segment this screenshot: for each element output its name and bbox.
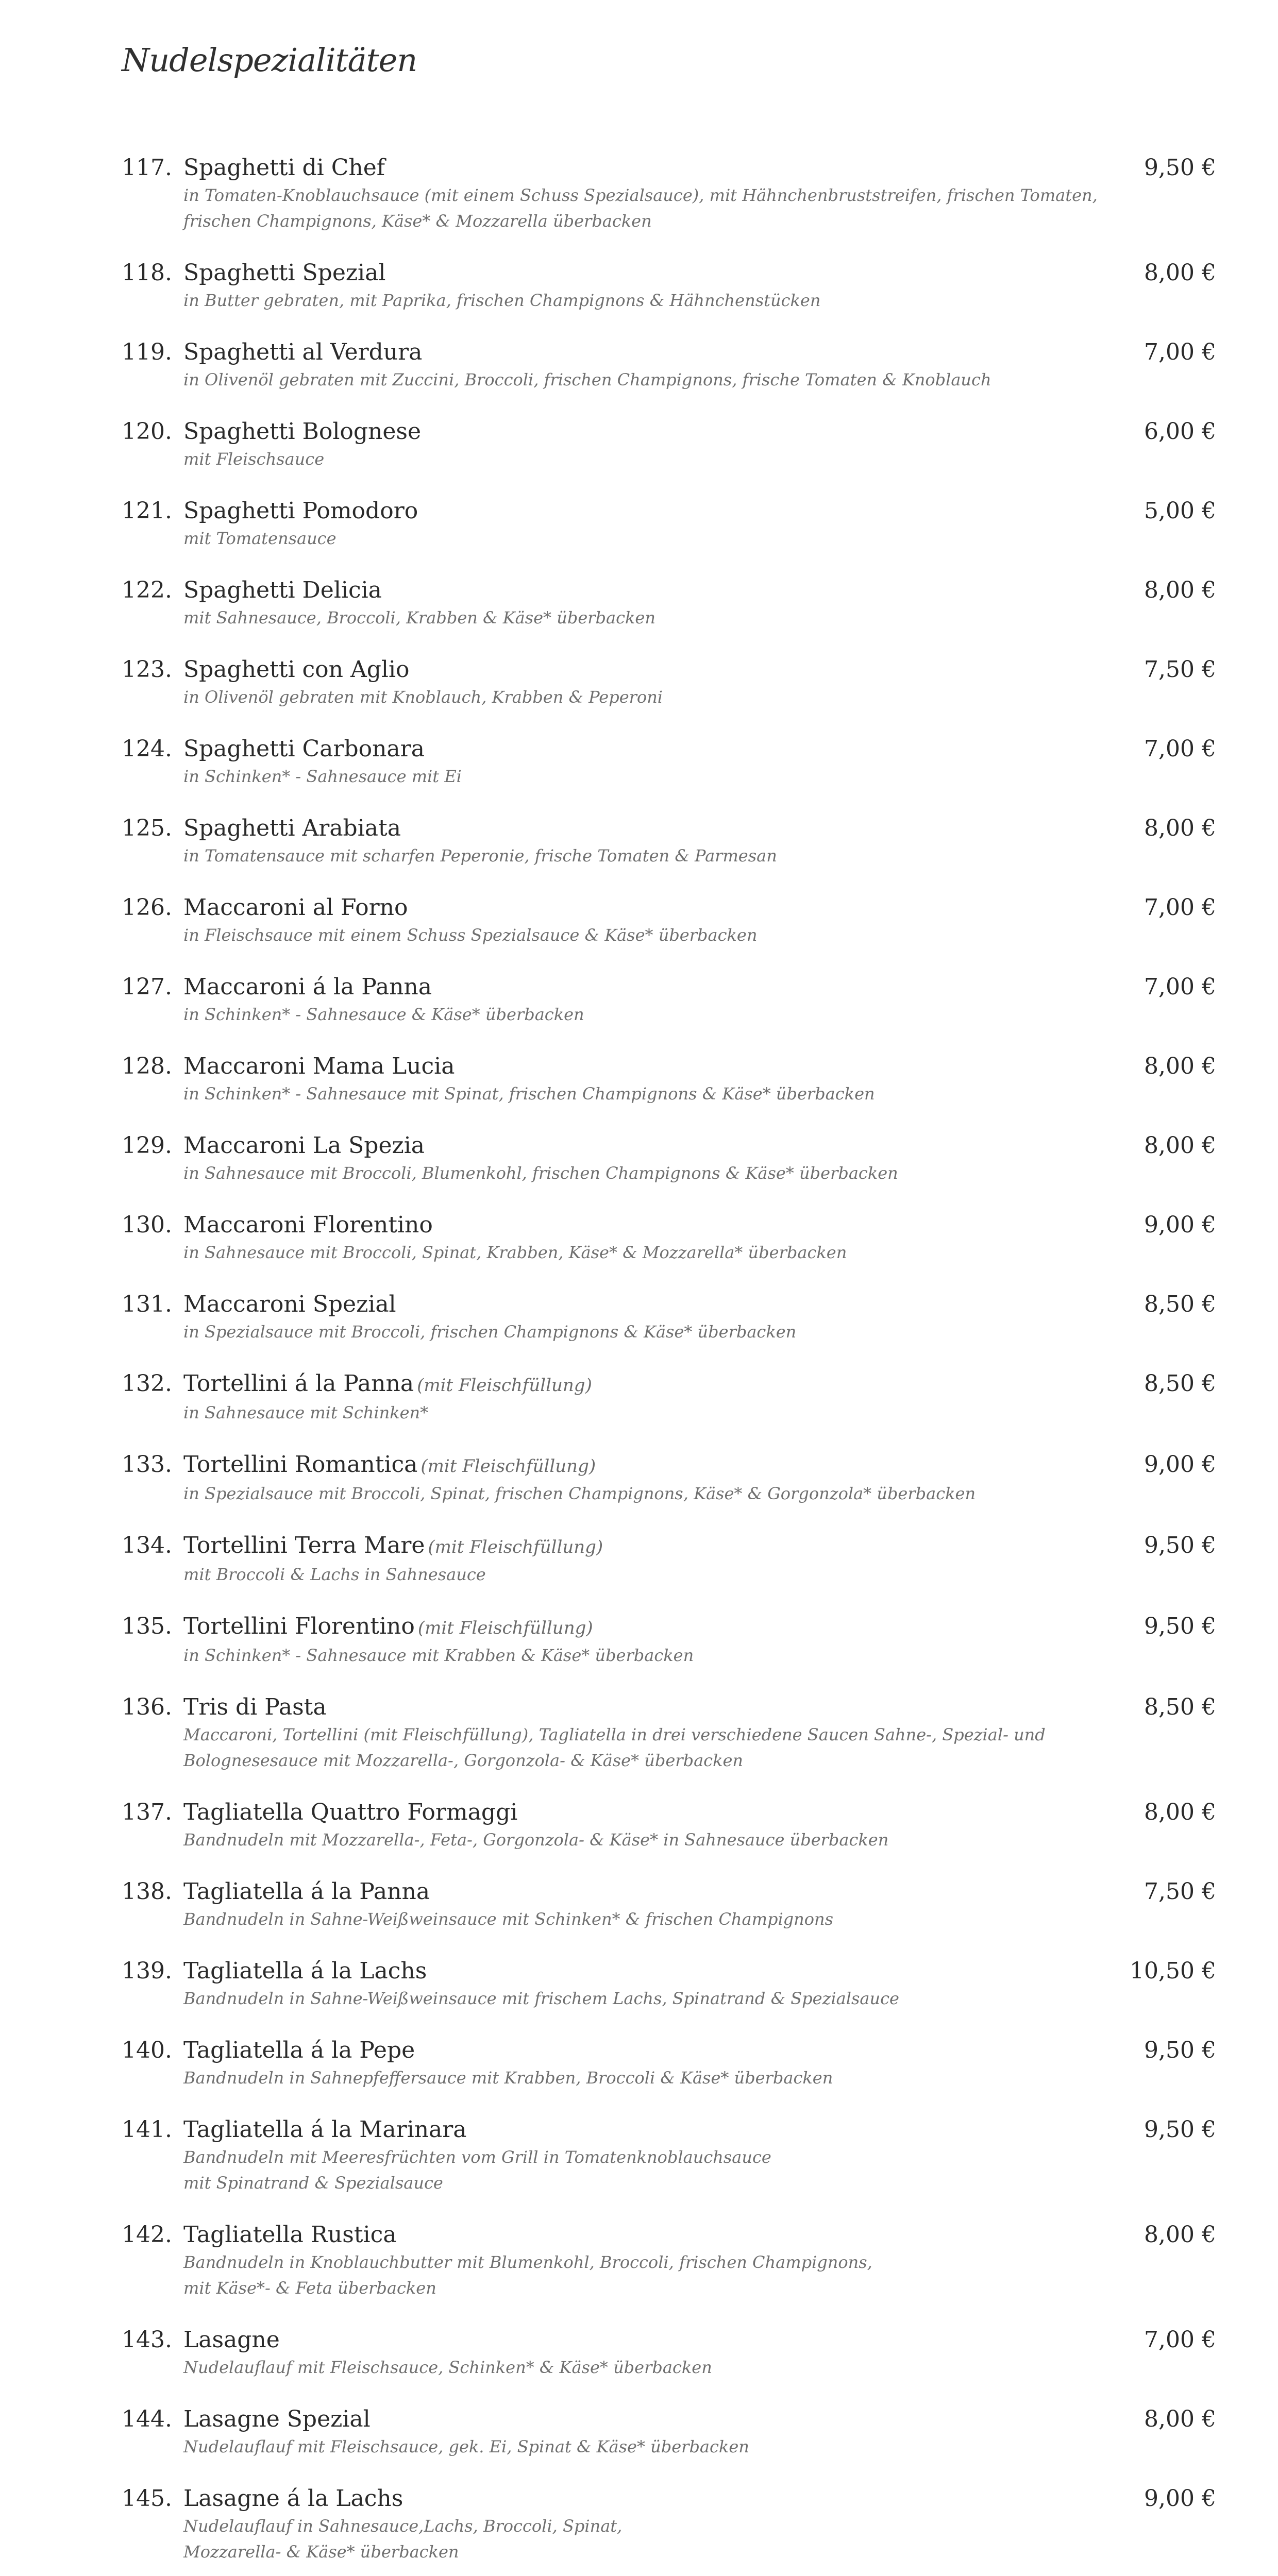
item-description-line: in Olivenöl gebraten mit Zuccini, Broccoli, frischen Champignons, frische Tomaten & Knoblauch	[183, 370, 991, 389]
menu-item	[122, 1612, 1216, 1668]
item-description	[183, 2434, 1060, 2460]
item-name: Maccaroni Spezial	[183, 1291, 396, 1317]
menu-item	[122, 2115, 1216, 2196]
menu-item	[122, 2326, 1216, 2380]
menu-item	[122, 338, 1216, 393]
item-description-line: in Tomatensauce mit scharfen Peperonie, frische Tomaten & Parmesan	[183, 846, 777, 866]
item-name-line	[183, 655, 1216, 684]
item-name: Spaghetti Delicia	[183, 577, 382, 603]
item-name-line	[183, 1612, 1216, 1642]
item-price: 8,00 €	[1144, 815, 1216, 841]
item-number: 130.	[122, 1212, 172, 1238]
item-number: 123.	[122, 656, 172, 683]
menu-list	[122, 154, 1216, 2576]
item-name: Tortellini á la Panna	[183, 1370, 414, 1397]
item-name-line	[183, 1290, 1216, 1319]
menu-item	[122, 2036, 1216, 2091]
item-name: Tagliatella á la Marinara	[183, 2116, 467, 2143]
item-name-line	[183, 417, 1216, 446]
item-description-line: Maccaroni, Tortellini (mit Fleischfüllung), Tagliatella in drei verschiedene Saucen Sahne-, Spezial- und	[183, 1725, 1046, 1744]
item-name: Spaghetti Carbonara	[183, 736, 425, 762]
menu-item	[122, 2221, 1216, 2301]
item-name-line	[183, 2115, 1216, 2144]
item-name: Tortellini Romantica	[183, 1451, 418, 1478]
item-number: 131.	[122, 1291, 172, 1317]
item-name-line	[183, 1798, 1216, 1827]
item-number: 143.	[122, 2327, 172, 2353]
item-number: 127.	[122, 974, 172, 1000]
item-name: Tris di Pasta	[183, 1694, 327, 1720]
item-description-line: Nudelauflauf in Sahnesauce,Lachs, Broccoli, Spinat,	[183, 2516, 623, 2536]
item-note: (mit Fleischfüllung)	[417, 1618, 593, 1638]
item-description	[183, 367, 1060, 393]
item-number: 138.	[122, 1878, 172, 1905]
item-price: 10,50 €	[1130, 1958, 1216, 1984]
item-name: Spaghetti al Verdura	[183, 339, 423, 365]
item-name-line	[183, 1052, 1216, 1081]
item-number: 125.	[122, 815, 172, 841]
item-name-line	[183, 814, 1216, 843]
item-price: 9,00 €	[1144, 1212, 1216, 1238]
item-name: Tagliatella á la Lachs	[183, 1958, 427, 1984]
item-name: Tagliatella Rustica	[183, 2222, 397, 2248]
item-number: 139.	[122, 1958, 172, 1984]
item-description-line: in Spezialsauce mit Broccoli, Spinat, frischen Champignons, Käse* & Gorgonzola* überbacken	[183, 1484, 976, 1503]
menu-item	[122, 1957, 1216, 2011]
item-description-line: in Butter gebraten, mit Paprika, frischen Champignons & Hähnchenstücken	[183, 291, 821, 310]
item-description	[183, 1986, 1060, 2011]
item-number: 144.	[122, 2406, 172, 2432]
menu-item	[122, 1369, 1216, 1426]
item-name: Spaghetti Bolognese	[183, 418, 422, 445]
item-description-line: Bandnudeln in Sahne-Weißweinsauce mit frischem Lachs, Spinatrand & Spezialsauce	[183, 1989, 899, 2008]
item-description-line: Bandnudeln mit Meeresfrüchten vom Grill in Tomatenknoblauchsauce	[183, 2147, 771, 2167]
menu-item	[122, 1211, 1216, 1265]
item-price: 7,00 €	[1144, 339, 1216, 365]
item-description-line: in Fleischsauce mit einem Schuss Spezialsauce & Käse* überbacken	[183, 925, 758, 945]
item-description	[183, 1722, 1060, 1773]
item-price: 9,50 €	[1144, 1532, 1216, 1558]
item-number: 128.	[122, 1053, 172, 1079]
menu-item	[122, 2484, 1216, 2565]
item-note: (mit Fleischfüllung)	[421, 1456, 596, 1477]
item-description-line: in Sahnesauce mit Broccoli, Blumenkohl, frischen Champignons & Käse* überbacken	[183, 1163, 898, 1183]
item-name: Tagliatella á la Pepe	[183, 2037, 415, 2063]
menu-item	[122, 1450, 1216, 1506]
item-number: 135.	[122, 1613, 172, 1639]
item-description-line: in Olivenöl gebraten mit Knoblauch, Krabben & Peperoni	[183, 687, 663, 707]
item-price: 8,50 €	[1144, 1694, 1216, 1720]
item-number: 141.	[122, 2116, 172, 2143]
item-name-line	[183, 1211, 1216, 1240]
item-name-line	[183, 973, 1216, 1002]
item-number: 137.	[122, 1799, 172, 1825]
item-description	[183, 182, 1098, 234]
item-description-line: Mozzarella- & Käse* überbacken	[183, 2542, 459, 2562]
item-name-line	[183, 1131, 1216, 1160]
item-description-line: mit Spinatrand & Spezialsauce	[183, 2173, 443, 2193]
item-number: 136.	[122, 1694, 172, 1720]
item-description-line: Bolognesesauce mit Mozzarella-, Gorgonzola- & Käse* überbacken	[183, 1751, 744, 1770]
item-description	[183, 2513, 1060, 2565]
item-price: 6,00 €	[1144, 418, 1216, 445]
item-description	[183, 684, 1060, 710]
item-number: 120.	[122, 418, 172, 445]
menu-item	[122, 973, 1216, 1027]
item-description	[183, 1002, 1060, 1027]
item-price: 8,00 €	[1144, 1132, 1216, 1159]
menu-item	[122, 1131, 1216, 1186]
item-description	[183, 526, 1060, 551]
item-description	[183, 1081, 1060, 1107]
item-description	[183, 1481, 1060, 1506]
item-name: Lasagne á la Lachs	[183, 2485, 403, 2512]
item-description-line: in Schinken* - Sahnesauce & Käse* überbacken	[183, 1005, 584, 1024]
item-description	[183, 1160, 1060, 1186]
item-price: 7,00 €	[1144, 736, 1216, 762]
item-price: 8,00 €	[1144, 2222, 1216, 2248]
item-price: 8,00 €	[1144, 1799, 1216, 1825]
item-name-line	[183, 1693, 1216, 1722]
item-description	[183, 1827, 1060, 1853]
item-name-line	[183, 154, 1216, 182]
item-description-line: Nudelauflauf mit Fleischsauce, gek. Ei, Spinat & Käse* überbacken	[183, 2437, 749, 2456]
item-price: 7,00 €	[1144, 894, 1216, 921]
menu-item	[122, 259, 1216, 313]
menu-item	[122, 1693, 1216, 1773]
menu-item	[122, 1877, 1216, 1932]
menu-item	[122, 893, 1216, 948]
item-name-line	[183, 1957, 1216, 1986]
item-description-line: frischen Champignons, Käse* & Mozzarella überbacken	[183, 211, 652, 231]
item-name: Spaghetti con Aglio	[183, 656, 410, 683]
item-name: Spaghetti di Chef	[183, 155, 385, 181]
item-price: 9,50 €	[1144, 1613, 1216, 1639]
section-title: Nudelspezialitäten	[122, 41, 417, 79]
menu-item	[122, 417, 1216, 472]
item-price: 8,50 €	[1144, 1291, 1216, 1317]
item-description-line: in Spezialsauce mit Broccoli, frischen Champignons & Käse* überbacken	[183, 1322, 797, 1342]
item-description	[183, 446, 1060, 472]
item-description-line: Bandnudeln mit Mozzarella-, Feta-, Gorgonzola- & Käse* in Sahnesauce überbacken	[183, 1830, 889, 1850]
menu-item	[122, 1290, 1216, 1345]
item-description	[183, 1642, 1060, 1668]
item-description	[183, 764, 1060, 789]
item-name-line	[183, 2036, 1216, 2065]
item-description-line: Bandnudeln in Sahnepfeffersauce mit Krabben, Broccoli & Käse* überbacken	[183, 2068, 833, 2088]
item-description	[183, 1319, 1060, 1345]
item-number: 129.	[122, 1132, 172, 1159]
menu-item	[122, 1531, 1216, 1587]
item-description-line: mit Fleischsauce	[183, 449, 325, 469]
item-description-line: in Sahnesauce mit Schinken*	[183, 1403, 429, 1422]
menu-item	[122, 497, 1216, 551]
item-name: Lasagne Spezial	[183, 2406, 371, 2432]
item-name: Maccaroni al Forno	[183, 894, 408, 921]
item-name: Spaghetti Spezial	[183, 260, 386, 286]
item-price: 7,50 €	[1144, 1878, 1216, 1905]
item-name-line	[183, 2221, 1216, 2249]
item-price: 9,50 €	[1144, 2116, 1216, 2143]
item-description-line: Bandnudeln in Sahne-Weißweinsauce mit Schinken* & frischen Champignons	[183, 1909, 834, 1929]
item-name: Maccaroni Mama Lucia	[183, 1053, 455, 1079]
item-description	[183, 1400, 1060, 1426]
item-name-line	[183, 1877, 1216, 1906]
item-description-line: mit Sahnesauce, Broccoli, Krabben & Käse* überbacken	[183, 608, 655, 628]
menu-item	[122, 655, 1216, 710]
item-name: Maccaroni La Spezia	[183, 1132, 425, 1159]
item-description-line: in Tomaten-Knoblauchsauce (mit einem Schuss Spezialsauce), mit Hähnchenbruststreifen, frischen Tomaten,	[183, 185, 1098, 205]
item-number: 126.	[122, 894, 172, 921]
item-name-line	[183, 2326, 1216, 2354]
item-number: 122.	[122, 577, 172, 603]
item-description-line: in Schinken* - Sahnesauce mit Krabben & Käse* überbacken	[183, 1646, 694, 1665]
item-description	[183, 287, 1060, 313]
item-name-line	[183, 735, 1216, 764]
item-name: Tortellini Florentino	[183, 1613, 415, 1639]
item-description	[183, 605, 1060, 631]
item-price: 7,00 €	[1144, 2327, 1216, 2353]
item-name: Tagliatella Quattro Formaggi	[183, 1799, 518, 1825]
menu-item	[122, 2405, 1216, 2460]
item-price: 8,00 €	[1144, 260, 1216, 286]
item-description-line: Nudelauflauf mit Fleischsauce, Schinken* & Käse* überbacken	[183, 2358, 712, 2377]
item-description	[183, 1240, 1060, 1265]
item-number: 134.	[122, 1532, 172, 1558]
item-number: 118.	[122, 260, 172, 286]
item-price: 8,00 €	[1144, 2406, 1216, 2432]
item-price: 9,00 €	[1144, 2485, 1216, 2512]
item-name-line	[183, 1450, 1216, 1481]
item-description-line: mit Käse*- & Feta überbacken	[183, 2278, 436, 2298]
item-name: Spaghetti Pomodoro	[183, 498, 418, 524]
item-note: (mit Fleischfüllung)	[417, 1375, 592, 1396]
item-price: 7,00 €	[1144, 974, 1216, 1000]
item-number: 132.	[122, 1370, 172, 1397]
item-description-line: Bandnudeln in Knoblauchbutter mit Blumenkohl, Broccoli, frischen Champignons,	[183, 2252, 872, 2272]
item-name: Maccaroni Florentino	[183, 1212, 433, 1238]
menu-item	[122, 154, 1216, 234]
item-price: 8,00 €	[1144, 1053, 1216, 1079]
item-description	[183, 1562, 1060, 1587]
item-description	[183, 2249, 1060, 2301]
item-description-line: in Schinken* - Sahnesauce mit Ei	[183, 767, 462, 786]
item-price: 9,50 €	[1144, 2037, 1216, 2063]
item-description	[183, 2144, 1060, 2196]
item-price: 8,00 €	[1144, 577, 1216, 603]
item-name-line	[183, 893, 1216, 922]
item-name-line	[183, 497, 1216, 526]
menu-item	[122, 1052, 1216, 1107]
item-number: 119.	[122, 339, 172, 365]
item-name-line	[183, 2484, 1216, 2513]
item-description-line: in Sahnesauce mit Broccoli, Spinat, Krabben, Käse* & Mozzarella* überbacken	[183, 1243, 847, 1262]
item-name-line	[183, 1531, 1216, 1562]
item-description	[183, 922, 1060, 948]
item-description-line: mit Tomatensauce	[183, 529, 337, 548]
item-number: 142.	[122, 2222, 172, 2248]
item-number: 145.	[122, 2485, 172, 2512]
item-description-line: in Schinken* - Sahnesauce mit Spinat, frischen Champignons & Käse* überbacken	[183, 1084, 875, 1104]
item-description-line: mit Broccoli & Lachs in Sahnesauce	[183, 1565, 486, 1584]
item-price: 9,50 €	[1144, 155, 1216, 181]
item-name: Maccaroni á la Panna	[183, 974, 432, 1000]
item-price: 7,50 €	[1144, 656, 1216, 683]
item-name-line	[183, 1369, 1216, 1400]
item-name: Lasagne	[183, 2327, 280, 2353]
item-description	[183, 2354, 1060, 2380]
menu-item	[122, 735, 1216, 789]
item-name: Tortellini Terra Mare	[183, 1532, 425, 1558]
item-price: 9,00 €	[1144, 1451, 1216, 1478]
menu-item	[122, 576, 1216, 631]
item-description	[183, 1906, 1060, 1932]
item-name: Tagliatella á la Panna	[183, 1878, 430, 1905]
menu-item	[122, 1798, 1216, 1853]
item-name-line	[183, 338, 1216, 367]
item-description	[183, 843, 1060, 869]
item-name-line	[183, 259, 1216, 287]
item-number: 124.	[122, 736, 172, 762]
item-number: 140.	[122, 2037, 172, 2063]
item-name-line	[183, 2405, 1216, 2434]
menu-item	[122, 814, 1216, 869]
item-number: 117.	[122, 155, 172, 181]
item-number: 133.	[122, 1451, 172, 1478]
item-number: 121.	[122, 498, 172, 524]
item-price: 8,50 €	[1144, 1370, 1216, 1397]
item-name: Spaghetti Arabiata	[183, 815, 401, 841]
item-price: 5,00 €	[1144, 498, 1216, 524]
item-description	[183, 2065, 1060, 2091]
item-note: (mit Fleischfüllung)	[428, 1537, 603, 1557]
item-name-line	[183, 576, 1216, 605]
